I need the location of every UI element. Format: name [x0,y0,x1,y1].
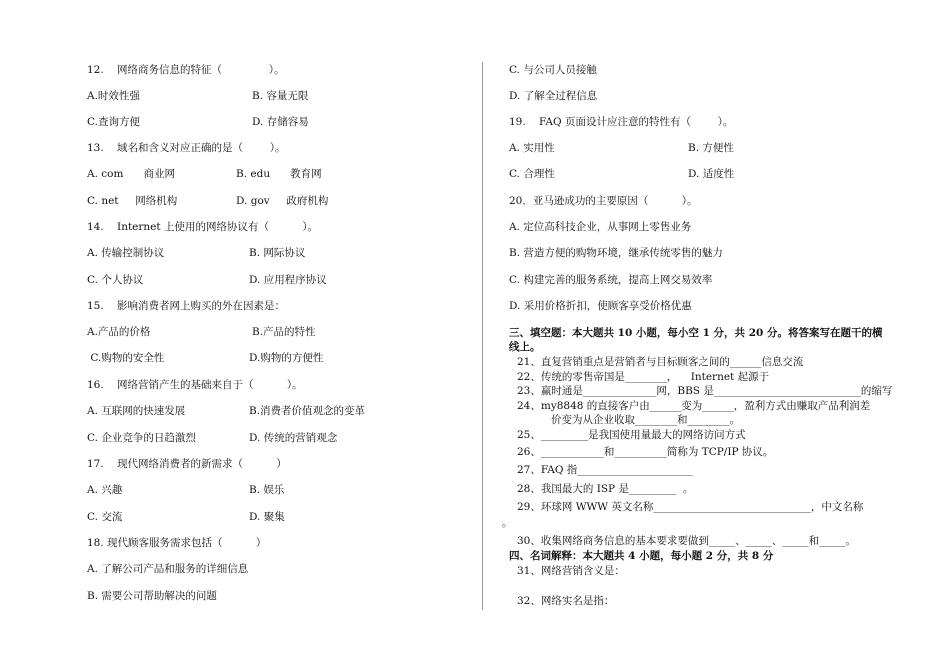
question-19: 19. FAQ 页面设计应注意的特性有（ ）。 [509,116,734,128]
section-3-heading-cont: 线上。 [509,341,541,353]
section-4-heading: 四、名词解释：本大题共 4 小题，每小题 2 分，共 8 分 [509,550,774,562]
question-17: 17. 现代网络消费者的新需求（ ） [87,458,287,470]
fill-24-cont: 价变为从企业收取________和________。 [551,414,740,426]
column-divider [482,62,483,610]
question-18: 18. 现代顾客服务需求包括（ ） [87,537,267,549]
q16-option-c: C. 企业竞争的日趋激烈 [87,432,196,444]
q15-option-d: D.购物的方便性 [249,352,324,364]
q17-option-d: D. 聚集 [249,511,285,523]
q16-option-d: D. 传统的营销观念 [249,432,338,444]
fill-29: 29、环球网 WWW 英文名称______________________________，中文名称 [517,501,864,513]
q12-option-a: A.时效性强 [87,90,140,102]
q18-option-a: A. 了解公司产品和服务的详细信息 [87,563,249,575]
question-16: 16. 网络营销产生的基础来自于（ ）。 [87,379,303,391]
q14-option-b: B. 网际协议 [249,247,306,259]
q12-option-d: D. 存储容易 [252,116,309,128]
q19-option-a: A. 实用性 [509,142,555,154]
q13-option-d: D. gov 政府机构 [236,195,329,207]
q17-option-b: B. 娱乐 [249,484,285,496]
q20-option-d: D. 采用价格折扣，使顾客享受价格优惠 [509,300,692,312]
q15-option-c: C.购物的安全性 [87,352,165,364]
q17-option-a: A. 兴趣 [87,484,123,496]
fill-22: 22、传统的零售帝国是________， Internet 起源于 [517,371,770,383]
fill-30: 30、收集网络商务信息的基本要求要做到_____、_____、_____和_____。 [517,535,856,547]
q13-option-b: B. edu 教育网 [236,168,322,180]
q12-option-b: B. 容量无限 [252,90,309,102]
question-13: 13. 域名和含义对应正确的是（ ）。 [87,142,286,154]
fill-28: 28、我国最大的 ISP 是_________ 。 [517,483,694,495]
question-15: 15. 影响消费者网上购买的外在因素是： [87,300,286,312]
question-14: 14. Internet 上使用的网络协议有（ ）。 [87,221,319,233]
q17-option-c: C. 交流 [87,511,123,523]
section-3-heading: 三、填空题：本大题共 10 小题，每小空 1 分，共 20 分。将答案写在题干的横 [509,327,883,339]
q20-option-a: A. 定位高科技企业，从事网上零售业务 [509,221,692,233]
question-12: 12. 网络商务信息的特征（ ）。 [87,64,285,76]
term-31: 31、网络营销含义是： [517,565,625,577]
question-20: 20．亚马逊成功的主要原因（ ）。 [509,195,698,207]
q14-option-c: C. 个人协议 [87,274,144,286]
q13-option-c: C. net 网络机构 [87,195,178,207]
fill-21: 21、直复营销重点是营销者与目标顾客之间的______信息交流 [517,356,804,368]
fill-26: 26、____________和__________简称为 TCP/IP 协议。 [517,446,774,458]
fill-27: 27、FAQ 指______________________ [517,464,693,476]
fill-23: 23、赢时通是______________网，BBS 是____________________________的缩写 [517,385,893,397]
fill-24: 24、my8848 的直接客户由______变为______，盈利方式由赚取产品利润差 [517,400,871,412]
q15-option-a: A.产品的价格 [87,326,151,338]
q18-option-b: B. 需要公司帮助解决的问题 [87,590,217,602]
q20-option-c: C. 构建完善的服务系统，提高上网交易效率 [509,274,713,286]
fill-25: 25、_________是我国使用量最大的网络访问方式 [517,429,746,441]
q19-option-b: B. 方便性 [688,142,734,154]
q14-option-a: A. 传输控制协议 [87,247,165,259]
term-32: 32、网络实名是指： [517,595,615,607]
q14-option-d: D. 应用程序协议 [249,274,327,286]
q19-option-c: C. 合理性 [509,168,555,180]
q16-option-a: A. 互联网的快速发展 [87,405,186,417]
q18-option-d: D. 了解全过程信息 [509,90,598,102]
q20-option-b: B. 营造方便的购物环境，继承传统零售的魅力 [509,247,723,259]
q16-option-b: B.消费者价值观念的变革 [249,405,366,417]
q15-option-b: B.产品的特性 [252,326,316,338]
q13-option-a: A. com 商业网 [87,168,175,180]
q12-option-c: C.查询方便 [87,116,140,128]
q18-option-c: C. 与公司人员接触 [509,64,597,76]
q19-option-d: D. 适度性 [688,168,735,180]
fill-29-end: 。 [502,517,513,529]
